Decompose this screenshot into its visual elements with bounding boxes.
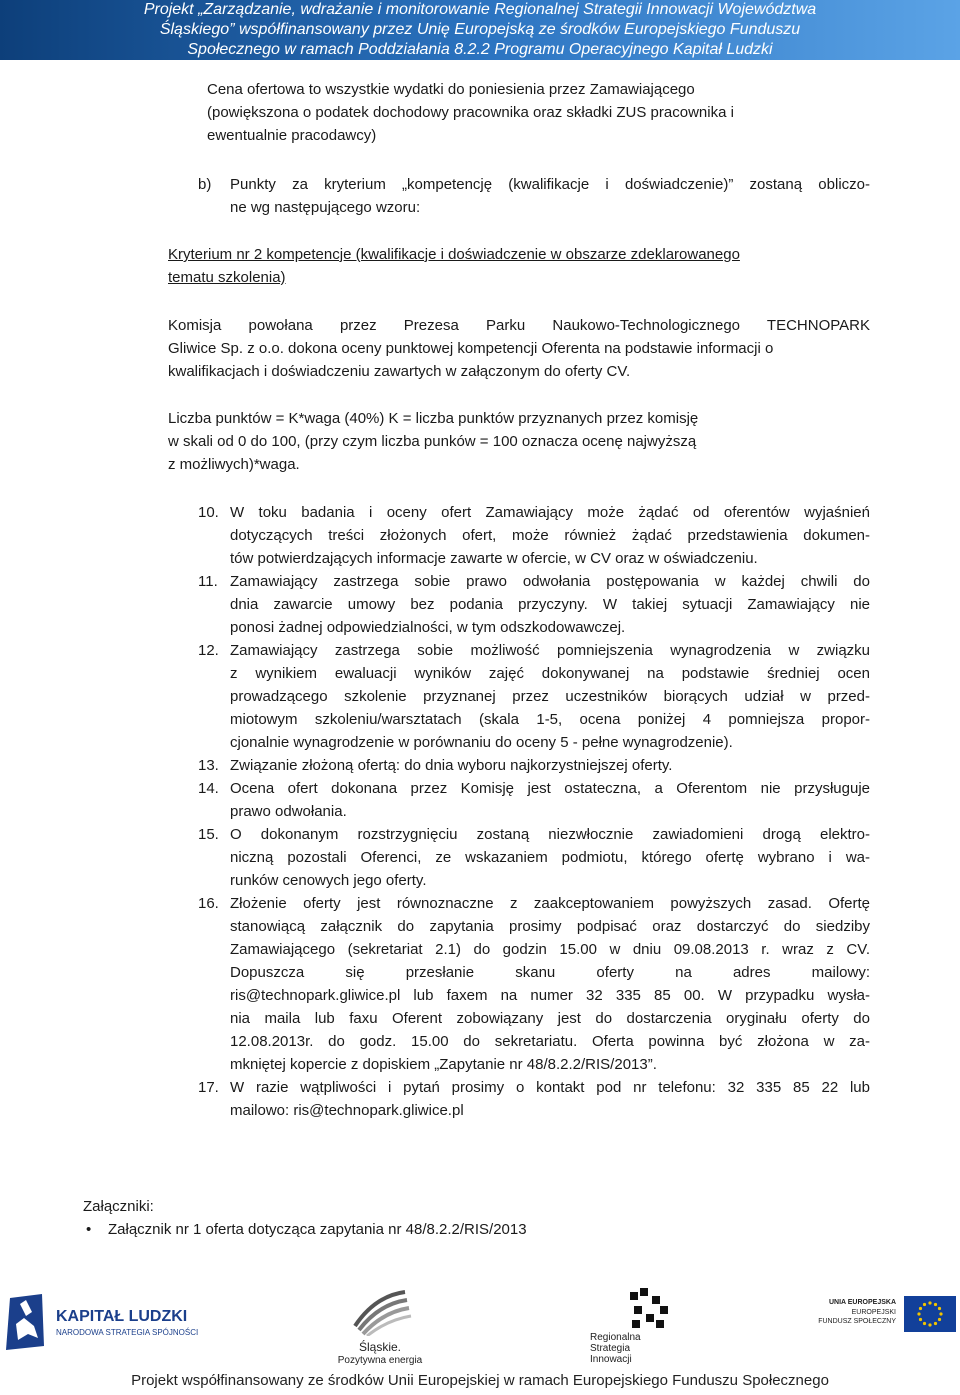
item-line: nia maila lub faxu Oferent zobowiązany jest do dostarczenia oryginału oferty do [230,1010,870,1027]
list-item [230,1076,870,1122]
item-line: tów potwierdzających informacje zawarte w ofercie, w CV oraz w oświadczeniu. [230,550,758,567]
item-line: W razie wątpliwości i pytań prosimy o kontakt pod nr telefonu: 32 335 85 22 lub [230,1079,870,1096]
item-number: 15. [198,826,219,843]
footer-logos [0,1280,960,1370]
list-item [230,777,870,823]
slaskie-swoosh-icon [345,1286,415,1336]
item-line: prawo odwołania. [230,803,347,820]
item-line: Dopuszcza się przesłanie skanu oferty na adres mailowy: [230,964,870,981]
attachment-item: Załącznik nr 1 oferta dotycząca zapytania nr 48/8.2.2/RIS/2013 [108,1221,527,1238]
intro-line-2: (powiększona o podatek dochodowy pracownika oraz składki ZUS pracownika i [207,104,734,121]
item-number: 17. [198,1079,219,1096]
commission-line-1: Komisja powołana przez Prezesa Parku Naukowo-Technologicznego TECHNOPARK [168,317,870,334]
formula-line-3: z możliwych)*waga. [168,456,300,473]
list-item [230,501,870,570]
eu-flag-icon [904,1296,956,1332]
commission-line-2: Gliwice Sp. z o.o. dokona oceny punktowej kompetencji Oferenta na podstawie informacji o [168,340,774,357]
item-line: 12.08.2013r. do godz. 15.00 do sekretariatu. Oferta powinna być złożona w za- [230,1033,870,1050]
slaskie-name: Śląskie. [358,1340,402,1354]
eu-line-1: UNIA EUROPEJSKA [828,1299,896,1306]
item-line: Zamawiający zastrzega sobie możliwość pomniejszenia wynagrodzenia w związku [230,642,870,659]
item-line: z wynikiem ewaluacji wyników zajęć dokonywanej na podstawie średniej ocen [230,665,870,682]
item-line: cjonalnie wynagrodzenie w porównaniu do oceny 5 - pełne wynagrodzenie). [230,734,733,751]
commission-line-3: kwalifikacjach i doświadczeniu zawartych w załączonym do oferty CV. [168,363,631,380]
item-number: 16. [198,895,219,912]
item-number: 13. [198,757,219,774]
slaskie-subtitle: Pozytywna energia [337,1355,423,1366]
item-line: dnia zawarcie umowy bez podania przyczyny. W takiej sytuacji Zamawiający nie [230,596,870,613]
item-line: Zamawiającego (sekretariat 2.1) do godzin 15.00 w dniu 09.08.2013 r. wraz z CV. [230,941,870,958]
item-line: mailowo: ris@technopark.gliwice.pl [230,1102,464,1119]
item-line: Złożenie oferty jest równoznaczne z zaakceptowaniem powyższych zasad. Ofertę [230,895,870,912]
formula-line-1: Liczba punktów = K*waga (40%) K = liczba punktów przyznanych przez komisję [168,410,699,427]
item-number: 12. [198,642,219,659]
header-banner [0,0,960,60]
criterion-line-1: Kryterium nr 2 kompetencje (kwalifikacje i doświadczenie w obszarze zdeklarowanego [168,246,740,263]
attachments-heading: Załączniki: [83,1198,154,1215]
ris-line-2: Strategia [590,1343,631,1354]
ris-line-1: Regionalna [590,1332,641,1343]
item-line: stanowiącą załącznik do zapytania prosimy podpisać oraz dostarczyć do siedziby [230,918,870,935]
list-item [230,570,870,639]
item-line: W toku badania i oceny ofert Zamawiający może żądać od oferentów wyjaśnień [230,504,870,521]
header-line-1: Projekt „Zarządzanie, wdrażanie i monitorowanie Regionalnej Strategii Innowacji Województwa [143,1,817,18]
slaskie-logo [330,1286,430,1370]
b-marker: b) [198,176,212,193]
item-line: prowadzącego szkolenie przyznanej przez uczestników biorących udział w przed- [230,688,870,705]
item-number: 14. [198,780,219,797]
item-line: ponosi żadnej odpowiedzialności, w tym odszkodowawczej. [230,619,626,636]
eu-line-3: FUNDUSZ SPOŁECZNY [818,1318,896,1325]
formula-line-2: w skali od 0 do 100, (przy czym liczba punków = 100 oznacza ocenę najwyższą [168,433,697,450]
intro-line-1: Cena ofertowa to wszystkie wydatki do poniesienia przez Zamawiającego [207,81,695,98]
intro-line-3: ewentualnie pracodawcy) [207,127,377,144]
item-line: niczną pozostali Oferenci, ze wskazaniem podmiotu, którego ofertę wybrano i wa- [230,849,870,866]
ris-line-3: Innowacji [590,1354,632,1365]
ris-logo [590,1288,660,1370]
kapital-ludzki-emblem-icon [4,1294,48,1350]
item-line: Zamawiający zastrzega sobie prawo odwołania postępowania w każdej chwili do [230,573,870,590]
footer-text: Projekt współfinansowany ze środków Unii Europejskiej w ramach Europejskiego Funduszu Społecznego [131,1372,829,1389]
b-line-2: ne wg następującego wzoru: [230,199,421,216]
item-line: dotyczących treści złożonych ofert, może również żądać przedstawienia dokumen- [230,527,870,544]
item-line: Związanie złożoną ofertą: do dnia wyboru najkorzystniejszej oferty. [230,757,673,774]
item-line: miotowym szkoleniu/warsztatach (skala 1-5, ocena poniżej 4 pomniejsza propor- [230,711,870,728]
item-line: O dokonanym rozstrzygnięciu zostaną niezwłocznie zawiadomieni drogą elektro- [230,826,870,843]
item-number: 10. [198,504,219,521]
criterion-line-2: tematu szkolenia) [168,269,286,286]
bullet-icon: • [86,1221,92,1238]
eu-logo [812,1296,960,1356]
kl-name: KAPITAŁ LUDZKI [56,1308,188,1325]
ris-pixel-icon [630,1288,670,1330]
header-line-3: Społecznego w ramach Poddziałania 8.2.2 Programu Operacyjnego Kapitał Ludzki [187,41,773,58]
list-item [230,639,870,754]
eu-line-2: EUROPEJSKI [851,1309,896,1316]
item-line: mkniętej kopercie z dopiskiem „Zapytanie nr 48/8.2.2/RIS/2013”. [230,1056,657,1073]
item-line: runków cenowych jego oferty. [230,872,427,889]
item-line: ris@technopark.gliwice.pl lub faxem na numer 32 335 85 00. W przypadku wysła- [230,987,870,1004]
header-line-2: Śląskiego” współfinansowany przez Unię Europejską ze środków Europejskiego Funduszu [159,21,801,38]
list-item [230,892,870,1076]
list-item [230,754,870,777]
item-line: Ocena ofert dokonana przez Komisję jest ostateczna, a Oferentom nie przysługuje [230,780,870,797]
b-line-1: Punkty za kryterium „kompetencję (kwalifikacje i doświadczenie)” zostaną obliczo- [230,176,870,193]
list-item [230,823,870,892]
kapital-ludzki-logo [4,1294,204,1354]
item-number: 11. [198,573,218,590]
kl-subtitle: NARODOWA STRATEGIA SPÓJNOŚCI [56,1328,199,1337]
